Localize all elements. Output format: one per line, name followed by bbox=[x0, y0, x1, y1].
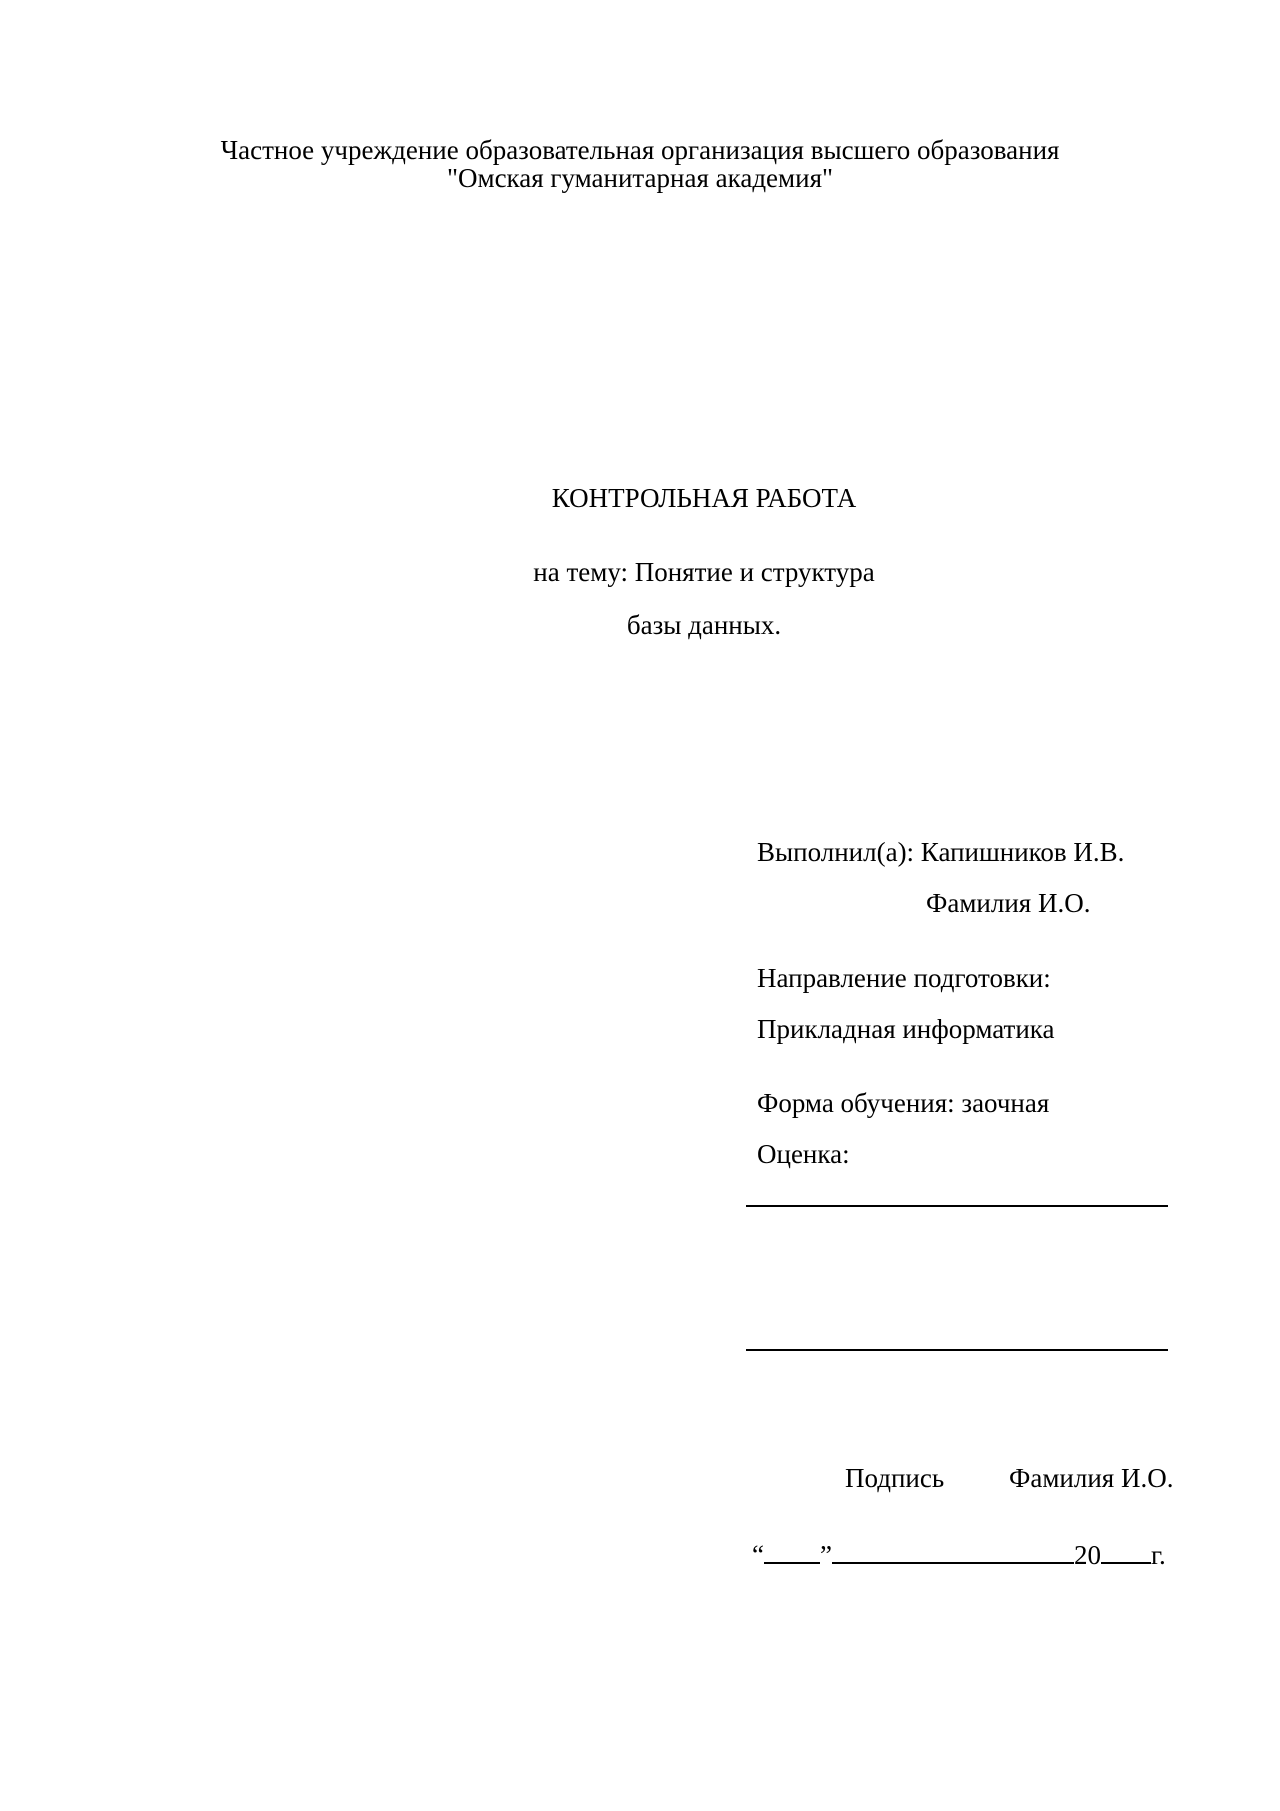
institution-name-line2: "Омская гуманитарная академия" bbox=[446, 163, 834, 193]
institution-name-line1: Частное учреждение образовательная организация высшего образования bbox=[220, 135, 1060, 165]
direction-value: Прикладная информатика bbox=[757, 1014, 1055, 1044]
signature-label: Подпись bbox=[845, 1463, 945, 1493]
date-year-prefix: 20 bbox=[1073, 1540, 1101, 1570]
date-open-quote: “ bbox=[752, 1540, 764, 1570]
topic-line1: на тему: Понятие и структура bbox=[533, 557, 875, 587]
date-month-blank bbox=[832, 1536, 1074, 1564]
date-year-blank bbox=[1101, 1536, 1151, 1564]
signature-name-label: Фамилия И.О. bbox=[1009, 1463, 1174, 1493]
document-title: КОНТРОЛЬНАЯ РАБОТА bbox=[551, 483, 857, 513]
date-close-quote: ” bbox=[819, 1540, 832, 1570]
study-form: Форма обучения: заочная bbox=[757, 1088, 1050, 1118]
grade-underline bbox=[746, 1205, 1168, 1207]
grade-label: Оценка: bbox=[757, 1139, 850, 1169]
name-hint: Фамилия И.О. bbox=[926, 888, 1091, 918]
date-line bbox=[752, 1536, 1166, 1571]
topic-line2: базы данных. bbox=[626, 610, 782, 640]
performed-by: Выполнил(а): Капишников И.В. bbox=[757, 837, 1125, 867]
direction-label: Направление подготовки: bbox=[757, 963, 1051, 993]
signature-underline bbox=[746, 1349, 1168, 1351]
date-year-suffix: г. bbox=[1150, 1540, 1166, 1570]
date-day-blank bbox=[764, 1536, 820, 1564]
